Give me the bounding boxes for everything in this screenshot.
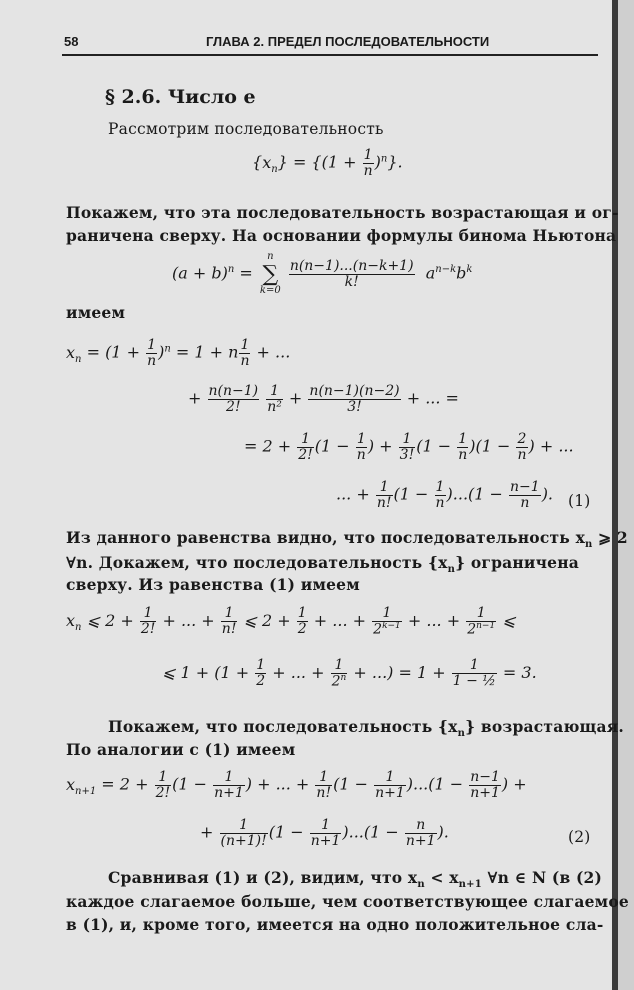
paragraph-6-line-3: в (1), и, кроме того, имеется на одно положительное сла-	[66, 915, 604, 934]
equation-label-1: (1)	[568, 492, 591, 510]
paragraph-5-line-1: Покажем, что последовательность $\{x_n\}$ возрастающая.	[108, 717, 624, 740]
equation-label-2: (2)	[568, 828, 591, 846]
paragraph-3: имеем	[66, 303, 126, 322]
sequence-definition-formula: $\{x_n\} = \{(1$ + $\frac{1}{n}$ )$^n$}.	[252, 147, 403, 179]
paragraph-4-line-2: ∀n. Докажем, что последовательность $\{x_n\}$ ограничена	[66, 553, 579, 576]
paragraph-5-line-2: По аналогии с (1) имеем	[66, 740, 296, 759]
inequality-line-2: ⩽ 1 + (1 + $\frac{1}{2}$ + ... + $\frac{1}{2^n}$ + ...) = 1 + $\frac{1}{\text{1 − ½}}$ = 3.	[162, 657, 537, 690]
page-number: 58	[64, 34, 79, 49]
paragraph-1: Рассмотрим последовательность	[108, 120, 384, 138]
paragraph-6-line-1: Сравнивая (1) и (2), видим, что $x_n < x_{n+1}$ ∀n ∈ N (в (2)	[108, 868, 603, 891]
expansion-line-1: $x_n = (1$ + $\frac{1}{n}$ )$^n$ = 1 + n $\frac{1}{n}$ + ...	[66, 337, 291, 369]
header-rule	[62, 54, 598, 56]
section-title: § 2.6. Число e	[105, 86, 256, 108]
expansion-line-4: ... + $\frac{1}{n!}$ (1 − $\frac{1}{n}$ )...(1 − $\frac{n-1}{n}$ ).	[336, 479, 554, 511]
paragraph-4-line-3: сверху. Из равенства (1) имеем	[66, 575, 360, 594]
comparison-line-2: + $\frac{1}{(n+1)!}$ (1 − $\frac{1}{n+1}$ )...(1 − $\frac{n}{n+1}$ ).	[200, 817, 449, 849]
comparison-line-1: $x_{n+1} = 2$ + $\frac{1}{2!}$ (1 − $\frac{1}{n+1}$ ) + ... + $\frac{1}{n!}$ (1 − $\frac{1}{n+1}$ )...(1 − $\frac{n-1}{n+1}$ ) +	[66, 769, 527, 801]
paragraph-2-line-2: раничена сверху. На основании формулы бинома Ньютона	[66, 226, 617, 245]
paragraph-4-line-1: Из данного равенства видно, что последовательность $x_n$ ⩾ 2	[66, 528, 628, 551]
paragraph-2-line-1: Покажем, что эта последовательность возрастающая и ог-	[66, 203, 619, 222]
expansion-line-2: + $\frac{n(n-1)}{2!}$ $\frac{1}{\text{n²}}$ + $\frac{n(n-1)(n-2)}{3!}$ + ... =	[188, 383, 459, 415]
chapter-title: ГЛАВА 2. ПРЕДЕЛ ПОСЛЕДОВАТЕЛЬНОСТИ	[206, 34, 490, 49]
inequality-line-1: $x_n$ ⩽ 2 + $\frac{1}{2!}$ + ... + $\frac{1}{n!}$ ⩽ 2 + $\frac{1}{2}$ + ... + $\frac{1}{2^{k-1}}$ + ... + $\frac{1}{2^{n-1}}$ ⩽	[66, 605, 516, 638]
expansion-line-3: = 2 + $\frac{1}{2!}$ (1 − $\frac{1}{n}$ ) + $\frac{1}{3!}$ (1 − $\frac{1}{n}$ )(1 − $\frac{2}{n}$ ) + ...	[244, 431, 574, 463]
paragraph-6-line-2: каждое слагаемое больше, чем соответствующее слагаемое	[66, 892, 629, 911]
binomial-formula: $(a + b)^n$ = n ∑ k=0 $\frac{n(n-1)...(n-k+1)}{k!}$ $a^{n-k}b^k$	[172, 251, 473, 296]
